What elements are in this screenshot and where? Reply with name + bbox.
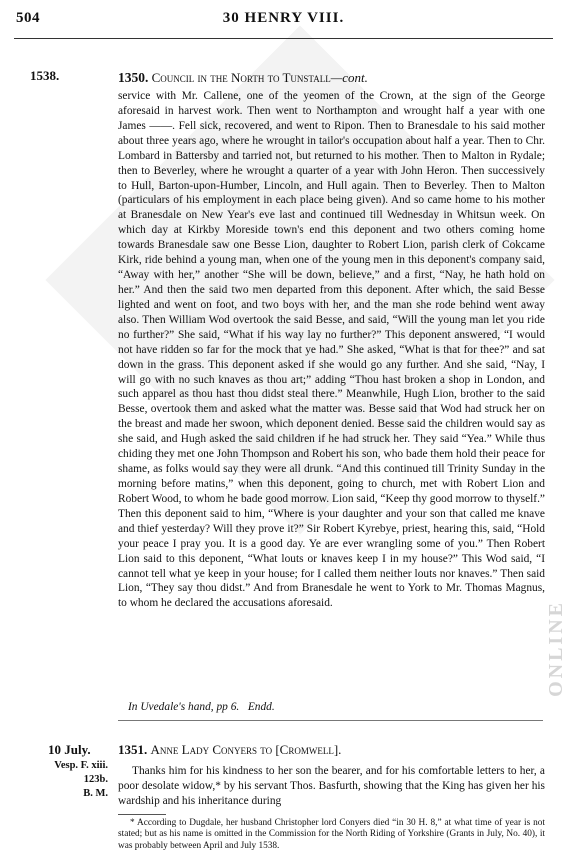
entry-1350-note	[128, 701, 275, 713]
entry-1351-heading	[118, 742, 341, 758]
running-title: 30 HENRY VIII.	[222, 10, 345, 26]
header-rule	[14, 38, 553, 39]
entry-1350-hand: In Uvedale's hand, pp 6.	[128, 701, 240, 713]
entry-1351-title: Anne Lady Conyers to [Cromwell].	[150, 742, 342, 757]
entry-1350-title: Council in the North to Tunstall	[151, 70, 331, 85]
entry-1351-ref-volume: Vesp. F. xiii.	[54, 760, 108, 771]
page-number: 504	[16, 10, 40, 26]
entry-1351-ref-folio: 123b.	[83, 774, 108, 785]
entry-1350-number: 1350.	[118, 70, 149, 85]
entry-1350-body: service with Mr. Callene, one of the yeomen of the Crown, at the sign of the George aforesaid in harvest work. Then went to Northampton and wrought half a year with one James ——. Fell sick, recovered, and went to Ripon. Then to Branesdale to his said mother about three years ago, where he wrought in tailor's occupation about half a year. Then to Chr. Lombard in Battersby and tarried not, but returned to his mother. Then to Malton in Rydale; then to Beverley, where he wrought a quarter of a year with John Heron. Then successively to Hull, Barton-upon-Humber, Lincoln, and Hull again. Then to Beverley. Then to Malton (particulars of his employment in each place being given). And so came home to his mother at Branesdale on New Year's eve last and continued till Wednesday in Whitsun week. On which day at Kirkby Moreside town's end this deponent and two others coming home towards Branesdale saw one Besse Lion, daughter to Robert Lion, parish clerk of Cokcame Kirk, ride behind a young man, when one of the young men in this deponent's company said, “Away with her,” another “She will be down, believe,” and a first, “Nay, he hath hold on her.” And then the said two men departed from this deponent. After which, the said Besse lighted and went on foot, and two boys with her, and the man she rode behind went away also. Then William Wod overtook the said Besse, and said, “Will the young man let you ride no further?” She said, “What if his way lay no further?” This deponent answered, “I would not have ridden so far for the mock that ye had.” She asked, “What is that for thee?” and sat down in the grass. This deponent asked if she would go any further. And she said, “Nay, I will go with no such knaves as thou art;” adding “Thou hast broken a shop in London, and such apparel as thou hast thou didst steal there.” Meanwhile, Hugh Lion, brother to the said Besse, overtook them and asked what the matter was. Besse said that Wod had struck her on the breast and made her swoon, which deponent denied. Besse said the children would say as she said, and Hugh asked the said children if he had struck her. They said “Yea.” While thus chiding they met one John Thompson and Robert his son, who bade them hold their peace for shame, as folks would say they were all drunk. “And this continued till Trinity Sunday in the morning before matins,” when this deponent, going to church, met with Robert Lion and Robert Wood, to whom he bade good morrow. Lion said, “Keep thy good morrow to thyself.” Then this deponent said to him, “Where is your daughter and your son that called me knave and thief yesterday? Will they prove it?” Sir Robert Kyrebye, priest, hearing this, said, “Hold your peace I pray you. It is a good day. Ye are ever wrangling some of you.” Then Robert Lion said to this deponent, “What louts or knaves keep I in my house?” This Wod said, “I cannot tell what ye keep in your house; for I called them neither louts nor knaves.” Then said Lion, “They say thou didst.” And from Branesdale he went to York to Mr. Thomas Magnus, to whom he declared the accusations aforesaid.	[118, 90, 545, 610]
entry-1351-date: 10 July.	[48, 742, 91, 757]
footnote-rule	[118, 814, 166, 815]
entry-year: 1538.	[30, 68, 60, 83]
entry-1350-cont: —cont.	[330, 70, 368, 85]
entry-1350-endd: Endd.	[247, 701, 275, 713]
entry-1350-heading	[118, 70, 368, 86]
entry-1351-body: Thanks him for his kindness to her son the bearer, and for his comfortable letters to her, a poor desolate widow,* by his servant Thos. Basfurth, showing that the King has given her his wardship and his inheritance during	[118, 765, 545, 807]
watermark-text: ONLINE	[545, 600, 567, 697]
footnote: * According to Dugdale, her husband Christopher lord Conyers died “in 30 H. 8,” at what time of year is not stated; but as his name is omitted in the Commission for the North Riding of Yorkshire (Grants in July, No. 40), it was probably between April and July 1538.	[118, 818, 545, 851]
entry-divider	[118, 720, 543, 721]
entry-1351-ref-repository: B. M.	[83, 788, 108, 799]
entry-1351-number: 1351.	[118, 742, 148, 757]
